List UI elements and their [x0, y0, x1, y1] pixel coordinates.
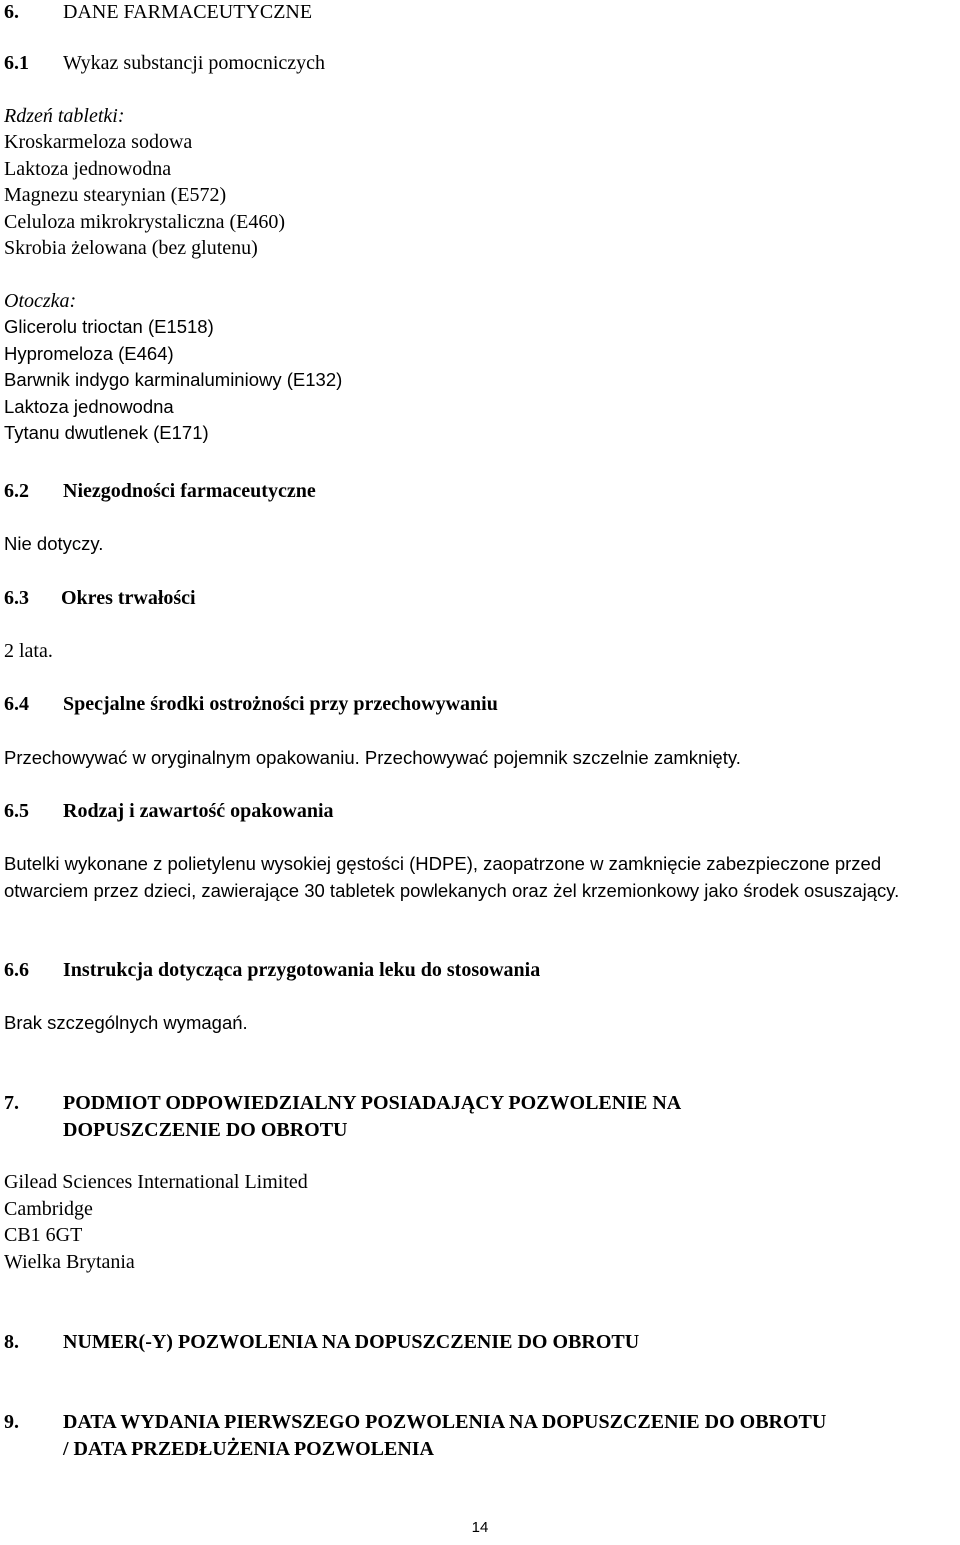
core-excipients-list	[4, 129, 285, 262]
list-item: Skrobia żelowana (bez glutenu)	[4, 237, 258, 260]
address-line: Wielka Brytania	[4, 1250, 135, 1273]
section-title: NUMER(-Y) POZWOLENIA NA DOPUSZCZENIE DO OBROTU	[63, 1331, 640, 1353]
section-number: 6.3	[4, 587, 29, 609]
list-item: Magnezu stearynian (E572)	[4, 184, 227, 207]
section-number: 6.	[4, 1, 19, 23]
section-number: 6.1	[4, 52, 29, 74]
section-6-6-text: Brak szczególnych wymagań.	[4, 1012, 248, 1033]
section-number: 7.	[4, 1092, 19, 1114]
section-6-4-text: Przechowywać w oryginalnym opakowaniu. Przechowywać pojemnik szczelnie zamknięty.	[4, 747, 741, 768]
section-number: 6.2	[4, 480, 29, 502]
section-title-line-1: PODMIOT ODPOWIEDZIALNY POSIADAJĄCY POZWOLENIE NA	[63, 1092, 682, 1114]
list-item: Laktoza jednowodna	[4, 395, 174, 417]
section-6-2-text: Nie dotyczy.	[4, 533, 104, 554]
section-title: DANE FARMACEUTYCZNE	[63, 1, 313, 23]
section-6-3-text: 2 lata.	[4, 640, 53, 662]
section-title-line-2: / DATA PRZEDŁUŻENIA POZWOLENIA	[63, 1438, 434, 1460]
section-number: 6.5	[4, 800, 29, 822]
page-number: 14	[471, 1519, 489, 1536]
section-title: Instrukcja dotycząca przygotowania leku do stosowania	[63, 959, 541, 981]
section-number: 9.	[4, 1411, 19, 1433]
list-item: Kroskarmeloza sodowa	[4, 131, 193, 153]
section-title: Wykaz substancji pomocniczych	[63, 52, 326, 74]
section-number: 6.6	[4, 959, 29, 981]
section-title: Okres trwałości	[61, 587, 196, 609]
coating-excipients-list	[4, 314, 342, 447]
address-line: Cambridge	[4, 1197, 93, 1220]
list-item: Tytanu dwutlenek (E171)	[4, 422, 209, 444]
list-item: Barwnik indygo karminaluminiowy (E132)	[4, 369, 343, 391]
section-number: 8.	[4, 1331, 19, 1353]
list-item: Laktoza jednowodna	[4, 157, 172, 180]
section-title-line-2: DOPUSZCZENIE DO OBROTU	[63, 1119, 348, 1141]
list-item: Glicerolu trioctan (E1518)	[4, 316, 214, 337]
section-title: Specjalne środki ostrożności przy przechowywaniu	[63, 693, 498, 715]
list-item: Hypromeloza (E464)	[4, 342, 174, 364]
marketing-authorisation-holder-address	[4, 1169, 308, 1275]
list-item: Celuloza mikrokrystaliczna (E460)	[4, 210, 286, 233]
section-6-5-text: Butelki wykonane z polietylenu wysokiej gęstości (HDPE), zaopatrzone w zamknięcie zabezpieczone przed otwarciem przez dzieci, zawierające 30 tabletek powlekanych oraz żel krzemionkowy jako środek osuszający.	[4, 853, 900, 901]
section-title-line-1: DATA WYDANIA PIERWSZEGO POZWOLENIA NA DOPUSZCZENIE DO OBROTU	[63, 1411, 827, 1433]
section-title: Rodzaj i zawartość opakowania	[63, 800, 334, 822]
address-line: CB1 6GT	[4, 1224, 83, 1247]
section-number: 6.4	[4, 693, 29, 715]
section-title: Niezgodności farmaceutyczne	[63, 480, 316, 502]
coating-label: Otoczka:	[4, 290, 77, 312]
core-label: Rdzeń tabletki:	[4, 105, 125, 127]
address-line: Gilead Sciences International Limited	[4, 1171, 308, 1193]
